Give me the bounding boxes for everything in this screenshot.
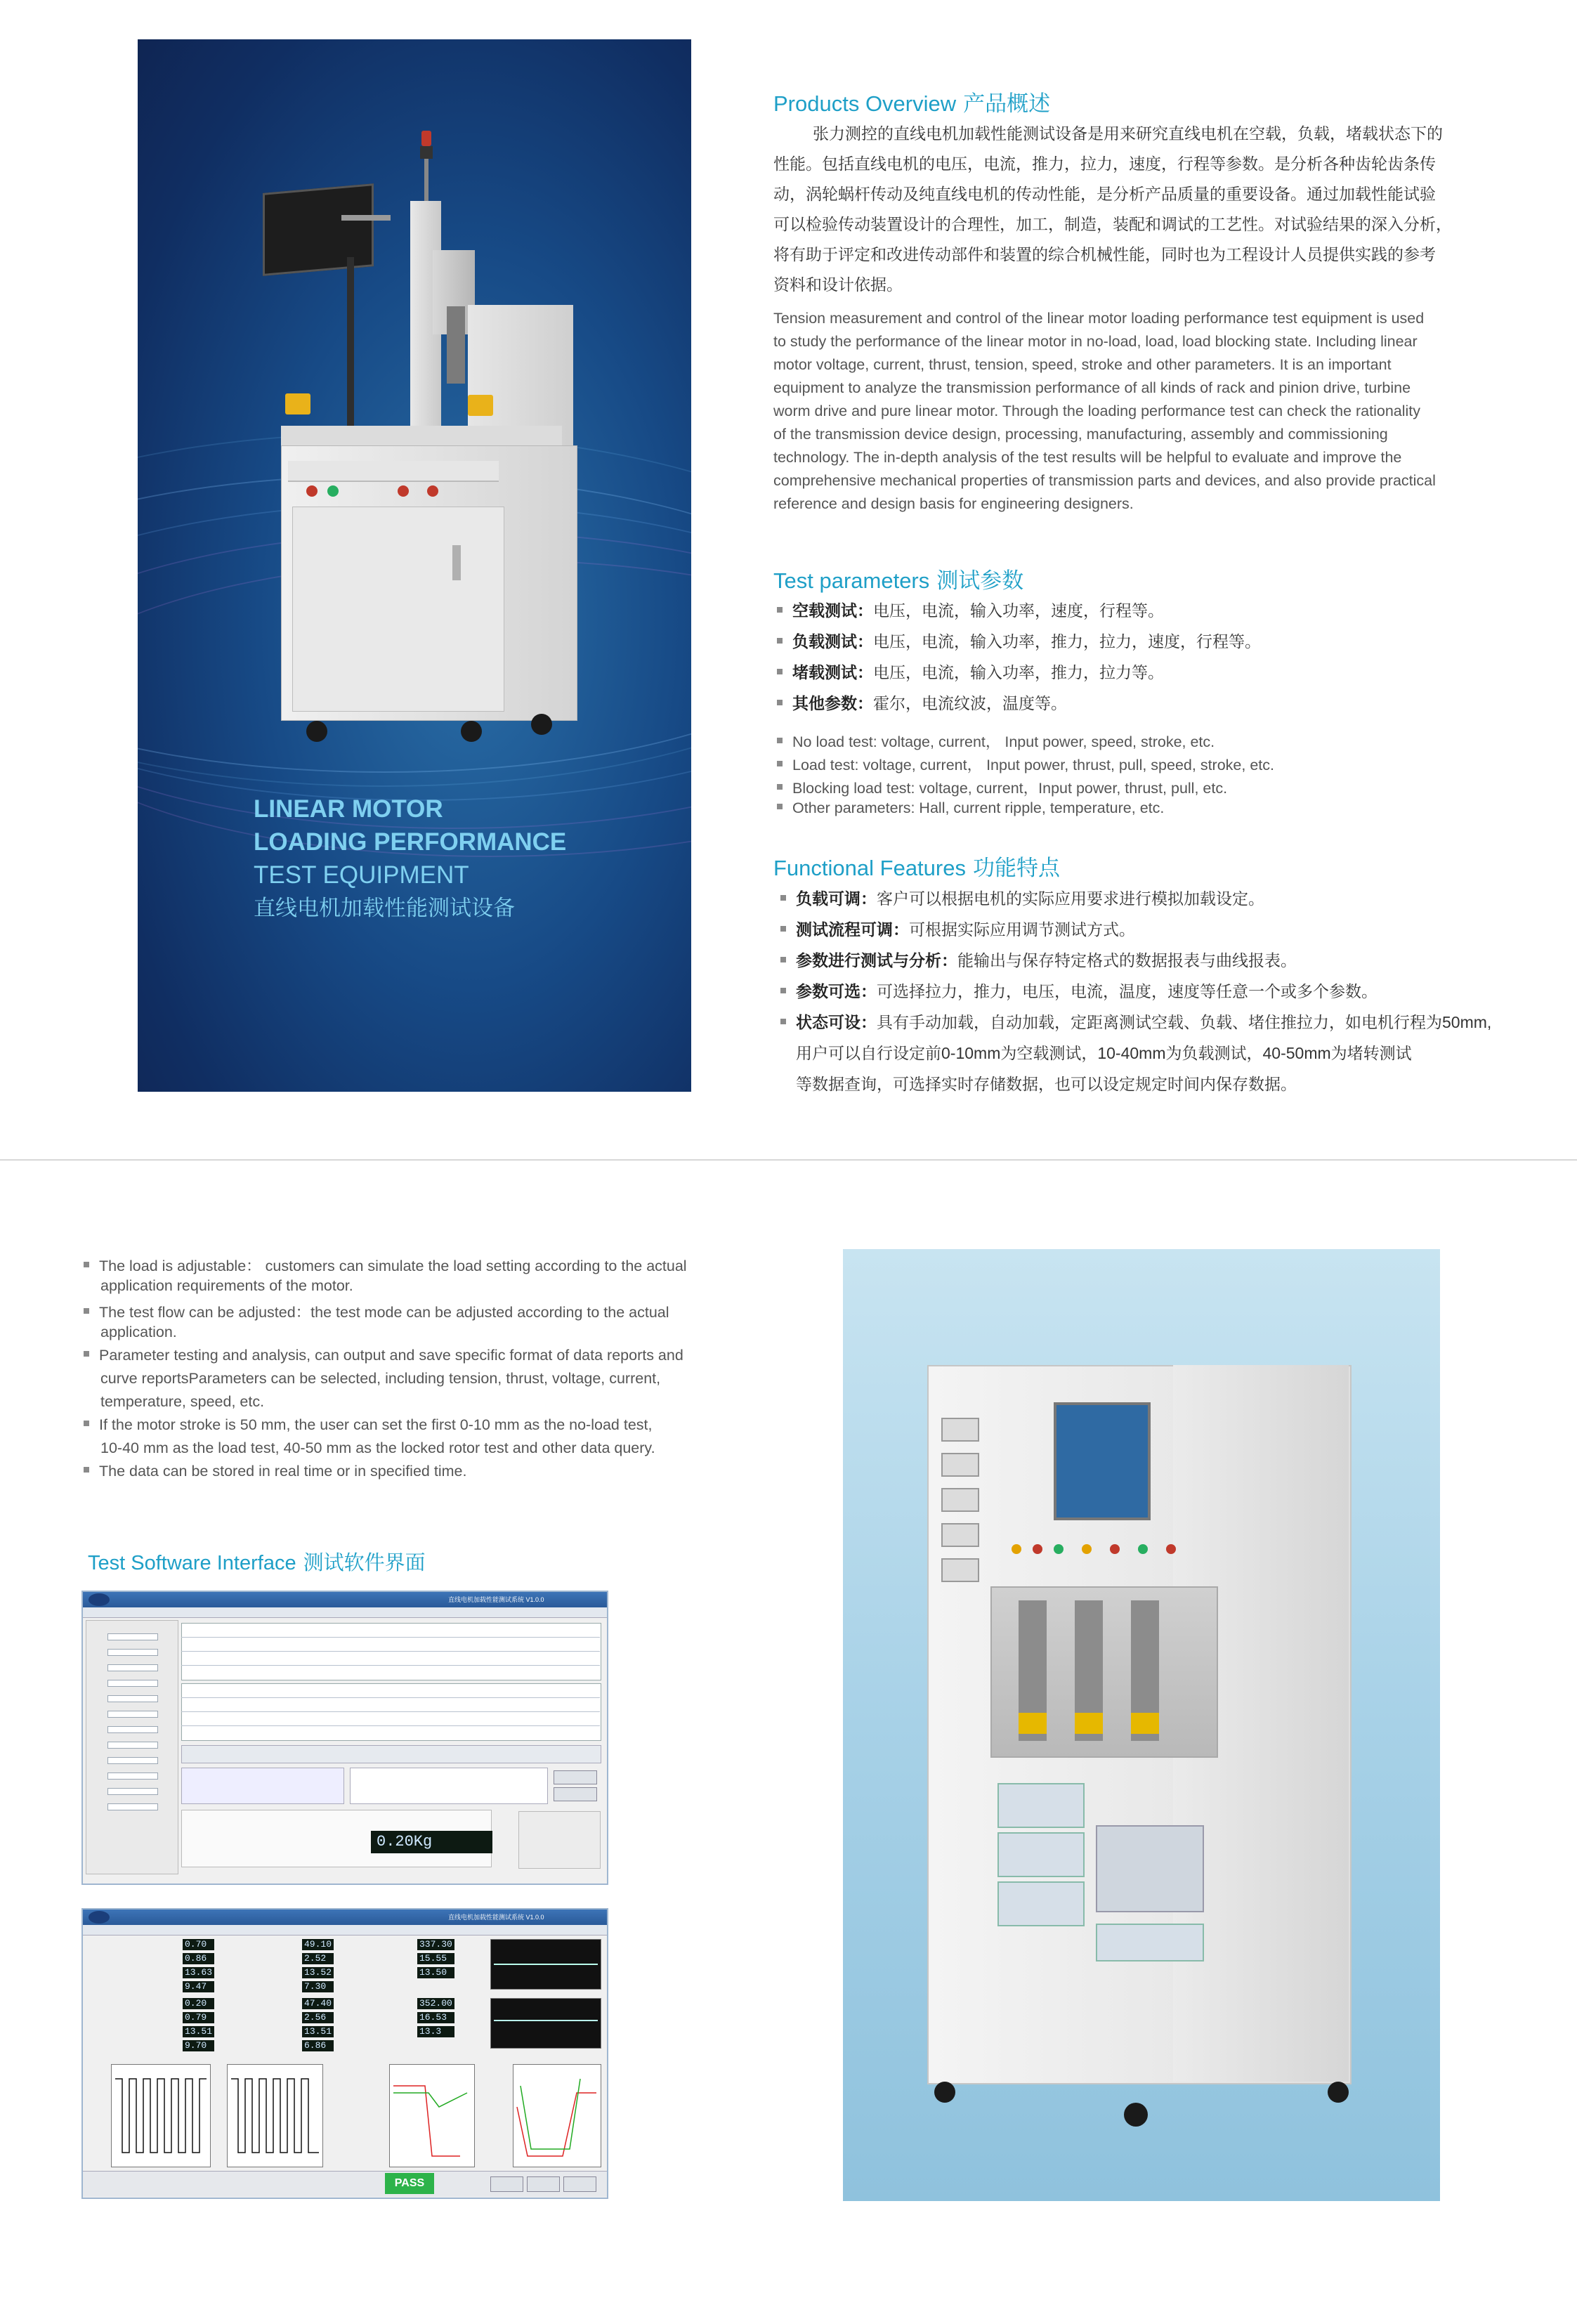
features-en-line: temperature, speed, etc. [100, 1393, 265, 1410]
readout-value: 2.52 [302, 1953, 334, 1964]
start-button[interactable] [490, 2176, 523, 2192]
overview-en-line: worm drive and pure linear motor. Through the loading performance test can check the rationality [773, 403, 1421, 419]
readout-value: 13.51 [183, 2026, 214, 2037]
params-en-item [777, 799, 1164, 817]
features-en-line: application. [100, 1324, 177, 1340]
features-en-line [84, 1254, 687, 1276]
params-zh-item [777, 629, 1261, 652]
features-en-text: If the motor stroke is 50 mm, the user can set the first 0-10 mm as the no-load test, [99, 1416, 653, 1433]
readout-value: 337.30 [417, 1939, 454, 1950]
params-heading [773, 563, 1023, 594]
app-logo-icon [89, 1593, 110, 1606]
overview-en-line: technology. The in-depth analysis of the test results will be helpful to evaluate and improve the [773, 449, 1402, 466]
overview-en-line: motor voltage, current, thrust, tension, speed, stroke and other parameters. It is an important [773, 356, 1392, 373]
readout-value: 6.86 [302, 2040, 334, 2051]
readout-value: 13.51 [302, 2026, 334, 2037]
feature-text: 可根据实际应用调节测试方式。 [909, 920, 1135, 939]
feature-label: 状态可设： [796, 1013, 877, 1031]
params-heading-zh: 测试参数 [936, 568, 1024, 593]
params-zh-item [777, 691, 1067, 714]
params-item-text: 电压，电流，输入功率，速度，行程等。 [873, 601, 1164, 620]
exit-button[interactable] [563, 2176, 596, 2192]
app-logo-icon [89, 1911, 110, 1924]
features-en-line [84, 1416, 652, 1434]
page-top [0, 0, 1577, 1161]
params-en-item [777, 730, 1215, 752]
clear-button[interactable] [554, 1787, 597, 1801]
overview-zh-line: 资料和设计依据。 [773, 275, 903, 294]
feature-text: 可选择拉力，推力，电压，电流，温度，速度等任意一个或多个参数。 [877, 982, 1378, 1000]
banner-title-line2: LOADING PERFORMANCE [254, 828, 567, 856]
features-en-line [84, 1300, 669, 1322]
force-readout: 0.20Kg [371, 1831, 492, 1853]
tab-strip [83, 1925, 607, 1935]
readout-value: 15.55 [417, 1953, 454, 1964]
feature-item [780, 979, 1378, 1002]
software-screenshot-2 [81, 1908, 608, 2199]
save-button[interactable] [554, 1770, 597, 1784]
com-port-panel [181, 1768, 344, 1804]
feature-label: 参数可选： [796, 982, 877, 1000]
overview-zh-line: 将有助于评定和改进传动部件和装置的综合机械性能，同时也为工程设计人员提供实践的参考 [773, 245, 1436, 263]
log-panel [350, 1768, 548, 1804]
params-item-label: 空载测试： [792, 601, 873, 620]
readout-value: 13.52 [302, 1967, 334, 1978]
readout-value: 13.63 [183, 1967, 214, 1978]
params-en-text: Blocking load test: voltage, current，Input power, thrust, pull, etc. [792, 780, 1228, 797]
signal-plot [490, 1998, 601, 2049]
overview-en-line: reference and design basis for engineering designers. [773, 495, 1134, 512]
overview-en-line: of the transmission device design, processing, manufacturing, assembly and commissioning [773, 426, 1388, 443]
readout-value: 0.70 [183, 1939, 214, 1950]
input-row [181, 1745, 601, 1763]
page-bottom [0, 1162, 1577, 2324]
square-wave-curve [228, 2065, 322, 2167]
features-en-line: 10-40 mm as the load test, 40-50 mm as the locked rotor test and other data query. [100, 1440, 655, 1456]
left-settings-panel [86, 1620, 178, 1874]
features-en-text: The load is adjustable： customers can simulate the load setting according to the actual [99, 1258, 687, 1274]
params-en-text: No load test: voltage, current， Input power, speed, stroke, etc. [792, 733, 1215, 750]
curve-plot [389, 2064, 475, 2167]
feature-text: 能输出与保存特定格式的数据报表与曲线报表。 [957, 951, 1297, 970]
features-en-text: Parameter testing and analysis, can output and save specific format of data reports and [99, 1347, 683, 1364]
readout-value: 13.3 [417, 2026, 454, 2037]
params-en-text: Other parameters: Hall, current ripple, temperature, etc. [792, 799, 1165, 816]
params-item-label: 其他参数： [792, 694, 873, 712]
features-heading [773, 850, 1060, 882]
features-en-text: The test flow can be adjusted：the test mode can be adjusted according to the actual [99, 1304, 669, 1321]
params-item-label: 堵载测试： [792, 663, 873, 681]
banner-title-line3: TEST EQUIPMENT [254, 861, 469, 889]
params-table-2 [181, 1683, 601, 1741]
cabinet-monitor [1054, 1402, 1151, 1520]
square-wave-curve [112, 2065, 210, 2167]
readout-value: 0.20 [183, 1998, 214, 2009]
overview-en-line: comprehensive mechanical properties of transmission parts and devices, and also provide practical [773, 472, 1436, 489]
window-title: 直线电机加载性能测试系统 V1.0.0 [448, 1596, 544, 1603]
params-en-item [777, 776, 1227, 798]
overview-en-line: Tension measurement and control of the linear motor loading performance test equipment is used [773, 310, 1425, 327]
overview-heading-en: Products Overview [773, 91, 957, 116]
load-curve [390, 2065, 474, 2167]
overview-zh-line: 动，涡轮蜗杆传动及纯直线电机的传动性能，是分析产品质量的重要设备。通过加载性能试验 [773, 185, 1436, 203]
overview-zh-line: 性能。包括直线电机的电压，电流，推力，拉力，速度，行程等参数。是分析各种齿轮齿条传 [773, 155, 1436, 173]
feature-item [780, 948, 1297, 971]
params-item-label: 负载测试： [792, 632, 873, 651]
banner-title-zh: 直线电机加载性能测试设备 [254, 896, 515, 920]
feature-continuation: 等数据查询，可选择实时存储数据，也可以设定规定时间内保存数据。 [796, 1075, 1297, 1093]
overview-zh-line: 张力测控的直线电机加载性能测试设备是用来研究直线电机在空载，负载，堵载状态下的 [813, 124, 1443, 143]
readout-value: 16.53 [417, 2012, 454, 2023]
params-en-item [777, 753, 1274, 775]
overview-en-line: to study the performance of the linear motor in no-load, load, load blocking state. Including linear [773, 333, 1418, 350]
readout-value: 2.56 [302, 2012, 334, 2023]
overview-en-line: equipment to analyze the transmission performance of all kinds of rack and pinion drive, turbine [773, 379, 1411, 396]
feature-label: 参数进行测试与分析： [796, 951, 957, 970]
curve-plot [227, 2064, 323, 2167]
features-en-text: The data can be stored in real time or in specified time. [99, 1463, 467, 1480]
pass-indicator: PASS [385, 2173, 434, 2194]
load-curve [513, 2065, 601, 2167]
banner-title-line1: LINEAR MOTOR [254, 795, 443, 823]
readout-value: 13.50 [417, 1967, 454, 1978]
readout-value: 352.00 [417, 1998, 454, 2009]
params-item-text: 霍尔，电流纹波，温度等。 [873, 694, 1067, 712]
feature-label: 测试流程可调： [796, 920, 909, 939]
params-heading-en: Test parameters [773, 568, 930, 593]
report-button[interactable] [527, 2176, 560, 2192]
readout-value: 0.79 [183, 2012, 214, 2023]
status-panel [518, 1811, 601, 1869]
params-en-text: Load test: voltage, current， Input power, thrust, pull, speed, stroke, etc. [792, 757, 1274, 773]
features-heading-en: Functional Features [773, 856, 966, 880]
curve-plot [111, 2064, 211, 2167]
overview-zh-line: 可以检验传动装置设计的合理性，加工，制造，装配和调试的工艺性。对试验结果的深入分析， [773, 215, 1452, 233]
cabinet-photo [843, 1249, 1440, 2201]
readout-value: 7.30 [302, 1981, 334, 1992]
readout-value: 9.47 [183, 1981, 214, 1992]
feature-item [780, 886, 1264, 909]
feature-item [780, 917, 1135, 940]
readout-value: 49.10 [302, 1939, 334, 1950]
readout-value: 0.86 [183, 1953, 214, 1964]
signal-plot [490, 1939, 601, 1990]
software-heading-en: Test Software Interface [88, 1552, 296, 1574]
overview-heading [773, 86, 1050, 117]
features-en-line [84, 1463, 466, 1480]
software-screenshot-1 [81, 1591, 608, 1885]
params-item-text: 电压，电流，输入功率，推力，拉力等。 [873, 663, 1164, 681]
feature-continuation: 用户可以自行设定前0-10mm为空载测试，10-40mm为负载测试，40-50mm为堵转测试 [796, 1044, 1412, 1062]
features-heading-zh: 功能特点 [972, 856, 1060, 880]
curve-plot [513, 2064, 601, 2167]
params-zh-item [777, 660, 1164, 683]
feature-text: 客户可以根据电机的实际应用要求进行模拟加载设定。 [877, 889, 1264, 908]
features-en-line [84, 1347, 683, 1364]
readout-value: 47.40 [302, 1998, 334, 2009]
feature-text: 具有手动加载，自动加载，定距离测试空载、负载、堵住推拉力，如电机行程为50mm, [877, 1013, 1492, 1031]
params-table-1 [181, 1623, 601, 1680]
feature-item [780, 1010, 1491, 1033]
params-zh-item [777, 598, 1164, 621]
params-item-text: 电压，电流，输入功率，推力，拉力，速度，行程等。 [873, 632, 1261, 651]
readout-value: 9.70 [183, 2040, 214, 2051]
features-en-line: curve reportsParameters can be selected, including tension, thrust, voltage, current, [100, 1370, 661, 1387]
window-title: 直线电机加载性能测试系统 V1.0.0 [448, 1914, 544, 1921]
tab-strip [83, 1607, 607, 1618]
product-banner [138, 39, 691, 1092]
feature-label: 负载可调： [796, 889, 877, 908]
software-heading-zh: 测试软件界面 [303, 1552, 426, 1574]
software-heading [88, 1547, 426, 1576]
overview-heading-zh: 产品概述 [963, 91, 1051, 116]
features-en-line: application requirements of the motor. [100, 1277, 353, 1294]
